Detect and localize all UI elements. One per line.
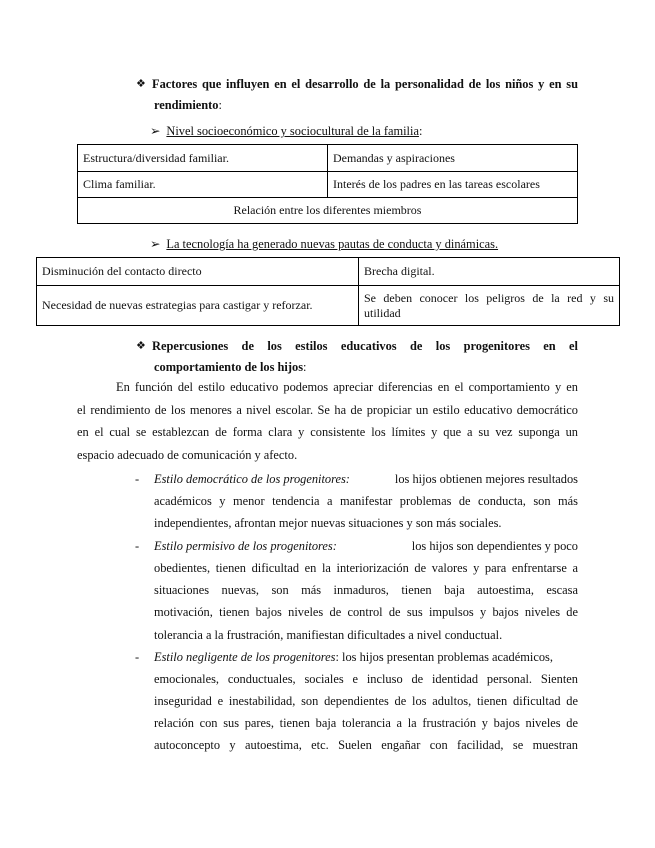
dash-bullet: -	[135, 650, 140, 664]
paragraph-line: independientes, afrontan mejor nuevas situaciones y son más sociales.	[154, 516, 502, 530]
section-title-line2: comportamiento de los hijos	[154, 360, 304, 374]
diamond-bullet-icon: ❖	[136, 340, 146, 352]
section-title-line1: Factores que influyen en el desarrollo de la personalidad de los niños y en su	[152, 77, 578, 91]
subheading-technology	[150, 236, 498, 252]
subheading-text: Nivel socioeconómico y sociocultural de la familia	[166, 124, 419, 138]
paragraph-line: emocionales, conductuales, sociales e incluso de identidad personal. Sienten	[154, 672, 578, 686]
paragraph-line	[154, 650, 578, 665]
subheading-socioeconomic	[150, 123, 422, 139]
table-technology	[36, 257, 620, 326]
table-cell: Brecha digital.	[359, 258, 620, 286]
paragraph-line: inseguridad e inestabilidad, son dependientes de los adultos, tienen dificultad de	[154, 694, 578, 708]
paragraph-line: el rendimiento de los menores a nivel escolar. Se ha de propiciar un estilo educativo democrático	[77, 403, 578, 417]
table-family-factors	[77, 144, 578, 224]
table-row	[78, 145, 578, 172]
paragraph-line: En función del estilo educativo podemos apreciar diferencias en el comportamiento y en	[116, 380, 578, 394]
table-cell: Interés de los padres en las tareas escolares	[328, 172, 578, 198]
section-title-line1: Repercusiones de los estilos educativos de los progenitores en el	[152, 339, 578, 353]
style-text: los hijos obtienen mejores resultados	[394, 472, 578, 486]
paragraph-line: relación con sus pares, tienen baja tolerancia a la frustración y bajos niveles de	[154, 716, 578, 730]
cell-line: utilidad	[364, 305, 401, 320]
table-cell: Clima familiar.	[78, 172, 328, 198]
table-cell: Demandas y aspiraciones	[328, 145, 578, 172]
table-cell: Necesidad de nuevas estrategias para castigar y reforzar.	[37, 286, 359, 326]
paragraph-line: motivación, tienen bajos niveles de control de sus impulsos y bajos niveles de	[154, 605, 578, 619]
arrow-bullet-icon: ➢	[150, 237, 161, 251]
table-cell	[359, 286, 620, 326]
paragraph-line: obedientes, tienen dificultad en la interiorización de valores y para enfrentarse a	[154, 561, 578, 575]
table-cell: Disminución del contacto directo	[37, 258, 359, 286]
section-title-line2: rendimiento	[154, 98, 219, 112]
table-row	[37, 258, 620, 286]
style-label: Estilo negligente de los progenitores	[154, 650, 336, 664]
table-row	[78, 198, 578, 224]
style-label: Estilo permisivo de los progenitores:	[154, 539, 337, 553]
section-title-suffix: :	[303, 360, 307, 374]
cell-line: Se deben conocer los peligros de la red y su	[364, 290, 614, 305]
subheading-suffix: :	[418, 124, 423, 138]
subheading-text: La tecnología ha generado nuevas pautas de conducta y dinámicas.	[166, 237, 499, 251]
section-heading-factors	[136, 77, 578, 113]
paragraph-line: situaciones nuevas, son más inmaduros, tienen baja autoestima, escasa	[154, 583, 578, 597]
section-heading-repercussions	[136, 339, 578, 375]
table-cell: Estructura/diversidad familiar.	[78, 145, 328, 172]
paragraph-line	[154, 539, 578, 554]
section-title-suffix: :	[218, 98, 222, 112]
style-text: : los hijos presentan problemas académicos,	[335, 650, 553, 664]
paragraph-line: espacio adecuado de comunicación y afecto.	[77, 448, 298, 462]
paragraph-line: en el cual se establezcan de forma clara y consistente los límites y que a su vez suponga un	[77, 425, 578, 439]
paragraph-line: autoconcepto y autoestima, etc. Suelen engañar con facilidad, se muestran	[154, 738, 578, 752]
table-row	[78, 172, 578, 198]
diamond-bullet-icon: ❖	[136, 78, 146, 90]
table-cell: Relación entre los diferentes miembros	[78, 198, 578, 224]
dash-bullet: -	[135, 539, 140, 553]
paragraph-line: académicos y menor tendencia a manifestar problemas de conducta, son más	[154, 494, 578, 508]
arrow-bullet-icon: ➢	[150, 124, 161, 138]
style-label: Estilo democrático de los progenitores:	[154, 472, 350, 486]
paragraph-line	[154, 472, 578, 487]
style-text: los hijos son dependientes y poco	[411, 539, 578, 553]
dash-bullet: -	[135, 472, 140, 486]
table-row	[37, 286, 620, 326]
paragraph-line: tolerancia a la frustración, manifiestan dificultades a nivel conductual.	[154, 628, 503, 642]
